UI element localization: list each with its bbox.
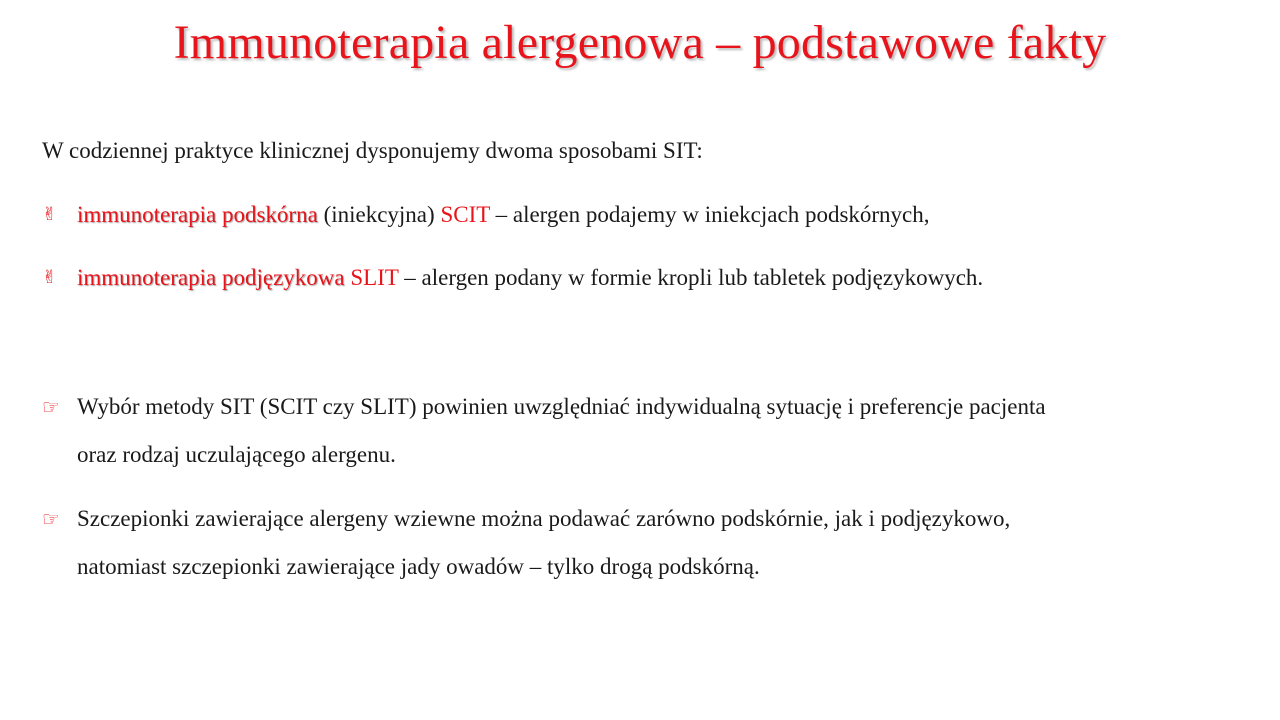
- note-line: Szczepionki zawierające alergeny wziewne można podawać zarówno podskórnie, jak i podjęzykowo,: [77, 506, 1011, 531]
- note-line: natomiast szczepionki zawierające jady owadów – tylko drogą podskórną.: [77, 554, 760, 579]
- method-description: – alergen podany w formie kropli lub tabletek podjęzykowych.: [398, 265, 984, 290]
- method-term: immunoterapia podskórna: [77, 202, 318, 227]
- intro-text: W codziennej praktyce klinicznej dysponujemy dwoma sposobami SIT:: [42, 138, 703, 163]
- victory-hand-bullet-icon: ✌: [42, 267, 58, 288]
- pointing-hand-bullet-icon: ☞: [42, 507, 60, 531]
- pointing-hand-bullet-icon: ☞: [42, 395, 60, 419]
- note-line: oraz rodzaj uczulającego alergenu.: [77, 442, 396, 467]
- method-detail: (iniekcyjna): [317, 202, 441, 227]
- method-item-slit: [77, 263, 983, 293]
- method-abbr: SCIT: [440, 202, 490, 227]
- method-description: – alergen podajemy w iniekcjach podskórnych,: [489, 202, 930, 227]
- victory-hand-bullet-icon: ✌: [42, 204, 58, 225]
- method-abbr: SLIT: [350, 265, 399, 290]
- method-term: immunoterapia podjęzykowa: [77, 265, 345, 290]
- slide-title: Immunoterapia alergenowa – podstawowe fakty: [173, 16, 1107, 69]
- note-line: Wybór metody SIT (SCIT czy SLIT) powinien uwzględniać indywidualną sytuację i preferencje pacjenta: [77, 394, 1046, 419]
- method-item-scit: [77, 200, 930, 230]
